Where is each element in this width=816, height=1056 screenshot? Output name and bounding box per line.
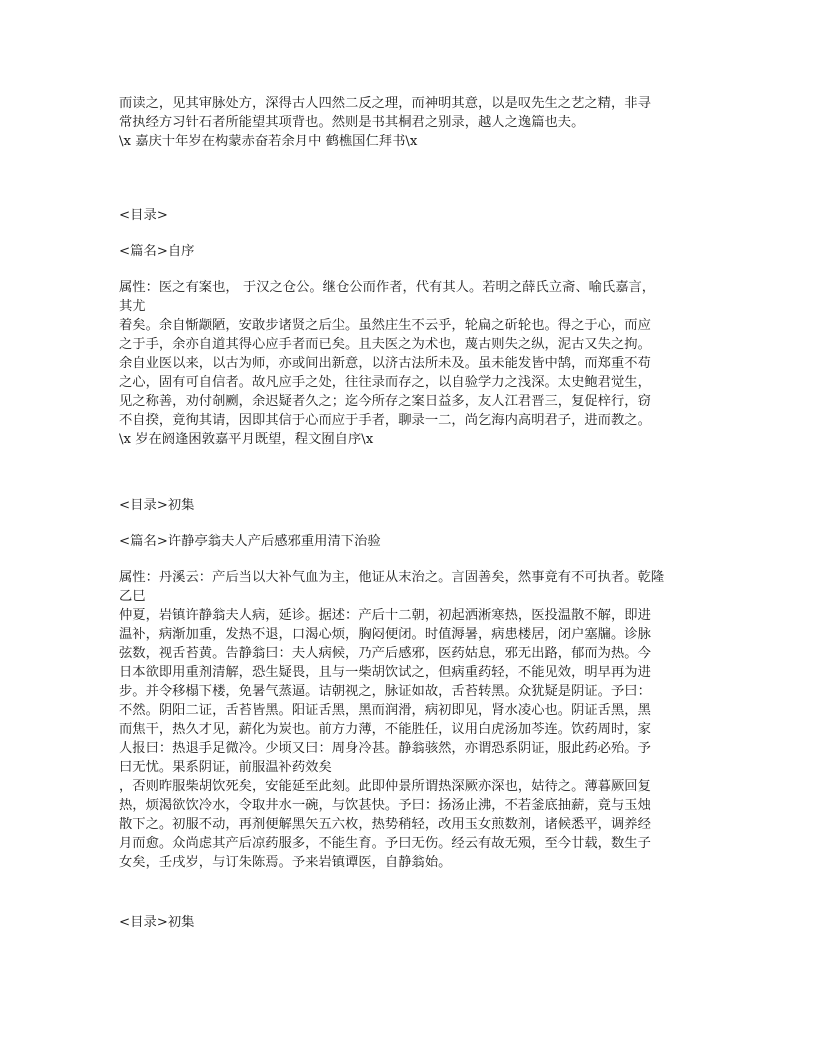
text-line: 余自业医以来，以古为师，亦或间出新意，以济古法所未及。虽未能发皆中鹄，而郑重不苟 [119,356,651,371]
text-line: 人报曰：热退手足微冷。少顷又曰：周身冷甚。静翁骇然，亦谓恐系阴证，服此药必殆。予 [119,741,651,756]
text-line: 而焦干，热久才见，薪化为炭也。前方力薄，不能胜任，议用白虎汤加芩连。饮药周时，家 [119,722,651,737]
text-line: ，否则昨服柴胡饮死矣，安能延至此刻。此即仲景所谓热深厥亦深也，姑待之。薄暮厥回复 [119,779,651,794]
text-line: 属性：医之有案也， 于汉之仓公。继仓公而作者，代有其人。若明之薛氏立斋、喻氏嘉言， [119,280,656,295]
section-marker: <目录>初集 [119,498,195,513]
text-line: 女矣，壬戌岁，与订朱陈焉。予来岩镇谭医，自静翁始。 [119,855,452,870]
text-line: 曰无忧。果系阴证，前服温补药效矣 [119,760,332,775]
text-line: 步。并令移榻下楼，免暑气蒸逼。诘朝视之，脉证如故，舌苔转黑。众犹疑是阴证。予曰： [119,684,651,699]
text-line: 日本欲即用重剂清解，恐生疑畏，且与一柴胡饮试之，但病重药轻，不能见效，明早再为进 [119,665,651,680]
text-line: 而读之，见其审脉处方，深得古人四然二反之理，而神明其意，以是叹先生之艺之精，非寻 [119,96,651,111]
text-line: 常执经方习针石者所能望其项背也。然则是书其桐君之别录，越人之逸篇也夫。 [119,115,585,130]
signature-line: \x 岁在阏逢困敦嘉平月既望，程文囿自序\x [119,432,374,447]
text-line: 见之称善，劝付剞劂，余迟疑者久之；迄今所存之案日益多，友人江君晋三，复促梓行，窃 [119,394,651,409]
signature-line: \x 嘉庆十年岁在构蒙赤奋若余月中 鹤樵国仁拜书\x [119,134,418,149]
chapter-title: <篇名>自序 [119,244,195,259]
text-line: 之于手，余亦自道其得心应手者而已矣。且夫医之为术也，蔑古则失之纵，泥古又失之拘。 [119,337,651,352]
text-line: 散下之。初服不动，再剂便解黑矢五六枚，热势稍轻，改用玉女煎数剂，诸候悉平，调养经 [119,817,651,832]
text-line: 之心，固有可自信者。故凡应手之处，往往录而存之，以自验学力之浅深。太史鲍君觉生， [119,375,651,390]
section-marker: <目录> [119,208,168,223]
text-line: 着矣。余自惭颛陋，安敢步诸贤之后尘。虽然庄生不云乎，轮扁之斫轮也。得之于心，而应 [119,318,651,333]
text-line: 热，烦渴欲饮冷水，令取井水一碗，与饮甚快。予曰：扬汤止沸，不若釜底抽薪，竟与玉烛 [119,798,651,813]
text-line: 仲夏，岩镇许静翁夫人病，延诊。据述：产后十二朝，初起洒淅寒热，医投温散不解，即进 [119,608,651,623]
text-line: 月而愈。众尚虑其产后凉药服多，不能生育。予曰无伤。经云有故无殒，至今廿载，数生子 [119,836,651,851]
text-line: 乙巳 [119,589,146,604]
text-line: 不自揆，竟徇其请，因即其信于心而应于手者，聊录一二，尚乞海内高明君子，进而教之。 [119,413,651,428]
section-marker: <目录>初集 [119,915,195,930]
chapter-title: <篇名>许静亭翁夫人产后感邪重用清下治验 [119,534,381,549]
text-line: 不然。阴阳二证，舌苔皆黑。阳证舌黑，黑而润滑，病初即见，肾水凌心也。阴证舌黑，黑 [119,703,651,718]
text-line: 温补，病渐加重，发热不退，口渴心烦，胸闷便闭。时值溽暑，病患楼居，闭户塞牖。诊脉 [119,627,651,642]
text-line: 属性：丹溪云：产后当以大补气血为主，他证从末治之。言固善矣，然事竟有不可执者。乾隆 [119,570,665,585]
text-line: 其尤 [119,299,146,314]
text-line: 弦数，视舌苔黄。告静翁曰：夫人病候，乃产后感邪，医药姑息，邪无出路，郁而为热。今 [119,646,651,661]
